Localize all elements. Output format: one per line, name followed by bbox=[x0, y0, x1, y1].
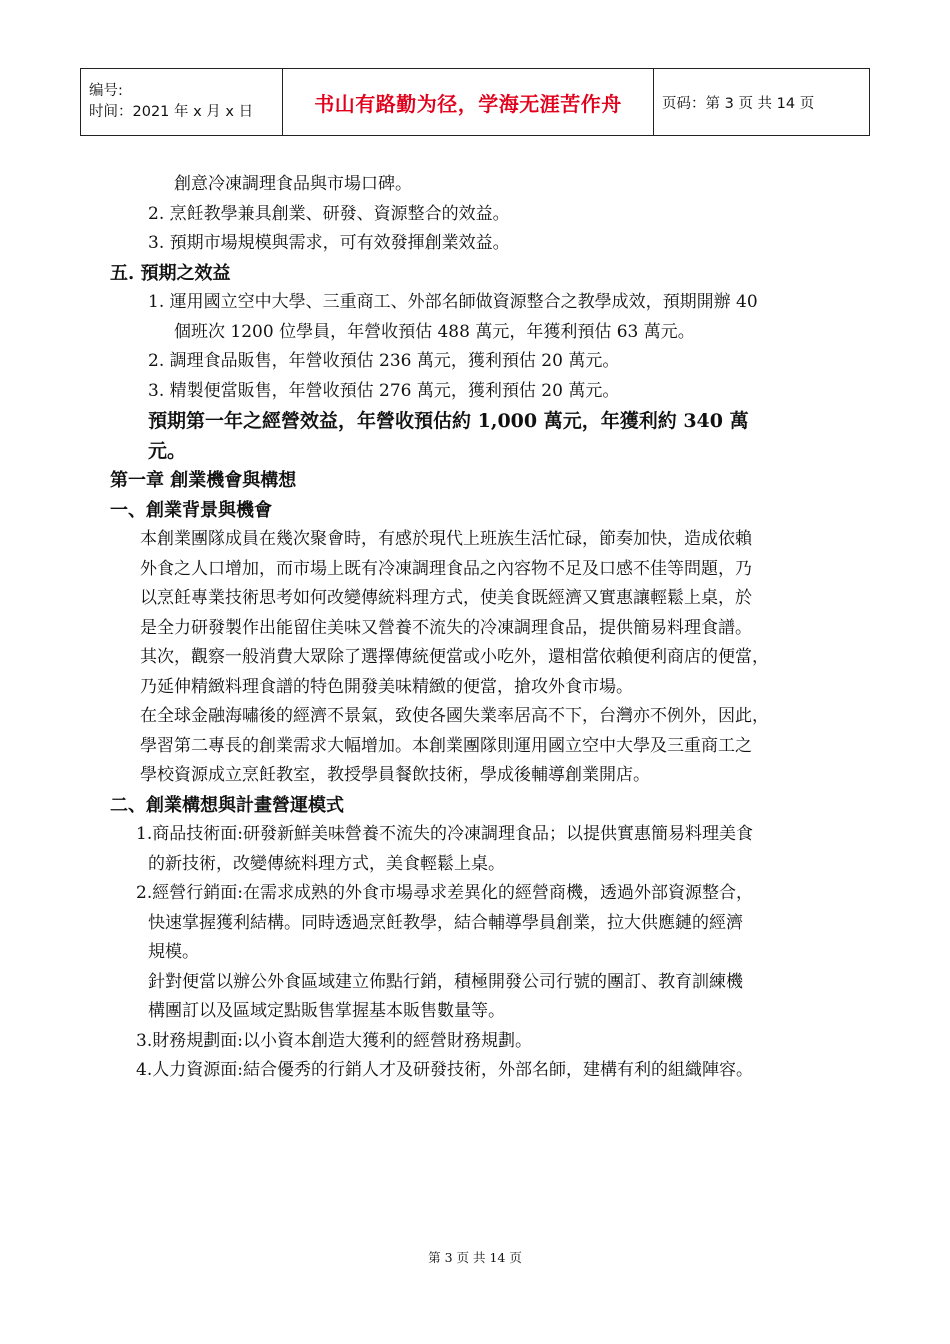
chapter-heading: 第一章 創業機會與構想 bbox=[110, 470, 297, 491]
list-item: 1.商品技術面:研發新鮮美味營養不流失的冷凍調理食品；以提供實惠簡易料理美食 bbox=[136, 824, 753, 844]
header-motto: 书山有路勤为径，学海无涯苦作舟 bbox=[283, 69, 654, 136]
section-heading: 二、創業構想與計畫營運模式 bbox=[110, 794, 344, 816]
body-line: 構團訂以及區域定點販售掌握基本販售數量等。 bbox=[148, 1001, 505, 1021]
paragraph-line: 是全力研發製作出能留住美味又營養不流失的冷凍調理食品，提供簡易料理食譜。 bbox=[140, 617, 752, 638]
page-footer: 第 3 页 共 14 页 bbox=[428, 1250, 522, 1265]
list-item: 1. 運用國立空中大學、三重商工、外部名師做資源整合之教學成效，預期開辦 40 bbox=[148, 292, 758, 312]
list-item: 2.經營行銷面:在需求成熟的外食市場尋求差異化的經營商機，透過外部資源整合， bbox=[136, 883, 753, 903]
body-line: 的新技術，改變傳統料理方式，美食輕鬆上桌。 bbox=[148, 853, 505, 874]
header-meta bbox=[81, 69, 283, 136]
paragraph-line: 外食之人口增加，而市場上既有冷凍調理食品之內容物不足及口感不佳等問題，乃 bbox=[140, 558, 752, 579]
body-line: 創意冷凍調理食品與市場口碑。 bbox=[174, 174, 412, 194]
body-line: 個班次 1200 位學員，年營收預估 488 萬元，年獲利預估 63 萬元。 bbox=[174, 321, 695, 342]
header-table bbox=[80, 68, 870, 136]
body-line: 針對便當以辦公外食區域建立佈點行銷，積極開發公司行號的團訂、教育訓練機 bbox=[148, 971, 743, 992]
paragraph-line: 其次，觀察一般消費大眾除了選擇傳統便當或小吃外，還相當依賴便利商店的便當， bbox=[140, 647, 769, 667]
list-item: 3.財務規劃面:以小資本創造大獲利的經營財務規劃。 bbox=[136, 1030, 532, 1051]
paragraph-line: 學習第二專長的創業需求大幅增加。本創業團隊則運用國立空中大學及三重商工之 bbox=[140, 735, 752, 756]
paragraph-line: 學校資源成立烹飪教室，教授學員餐飲技術，學成後輔導創業開店。 bbox=[140, 765, 650, 785]
paragraph-line: 在全球金融海嘯後的經濟不景氣，致使各國失業率居高不下，台灣亦不例外，因此， bbox=[140, 706, 769, 726]
list-item: 2. 烹飪教學兼具創業、研發、資源整合的效益。 bbox=[148, 203, 510, 224]
summary-line: 預期第一年之經營效益，年營收預估約 1,000 萬元，年獲利約 340 萬 bbox=[148, 410, 749, 432]
document-body bbox=[110, 170, 850, 1086]
document-time-label: 时间：2021 年 x 月 x 日 bbox=[89, 104, 254, 120]
list-item: 4.人力資源面:結合優秀的行銷人才及研發技術，外部名師，建構有利的組織陣容。 bbox=[136, 1060, 753, 1080]
list-item: 2. 調理食品販售，年營收預估 236 萬元，獲利預估 20 萬元。 bbox=[148, 351, 620, 371]
paragraph-line: 本創業團隊成員在幾次聚會時，有感於現代上班族生活忙碌，節奏加快，造成依賴 bbox=[140, 529, 752, 549]
list-item: 3. 預期市場規模與需求，可有效發揮創業效益。 bbox=[148, 233, 510, 253]
body-line: 快速掌握獲利結構。同時透過烹飪教學，結合輔導學員創業，拉大供應鏈的經濟 bbox=[148, 912, 743, 933]
list-item: 3. 精製便當販售，年營收預估 276 萬元，獲利預估 20 萬元。 bbox=[148, 380, 620, 401]
header-page-info: 页码：第 3 页 共 14 页 bbox=[654, 69, 870, 136]
section-heading: 一、創業背景與機會 bbox=[110, 499, 272, 521]
paragraph-line: 以烹飪專業技術思考如何改變傳統料理方式，使美食既經濟又實惠讓輕鬆上桌，於 bbox=[140, 588, 752, 608]
body-line: 規模。 bbox=[148, 942, 199, 962]
paragraph-line: 乃延伸精緻料理食譜的特色開發美味精緻的便當，搶攻外食市場。 bbox=[140, 676, 633, 697]
section-heading: 五. 預期之效益 bbox=[110, 262, 231, 284]
summary-line: 元。 bbox=[148, 440, 187, 462]
document-number-label: 编号: bbox=[89, 83, 123, 99]
